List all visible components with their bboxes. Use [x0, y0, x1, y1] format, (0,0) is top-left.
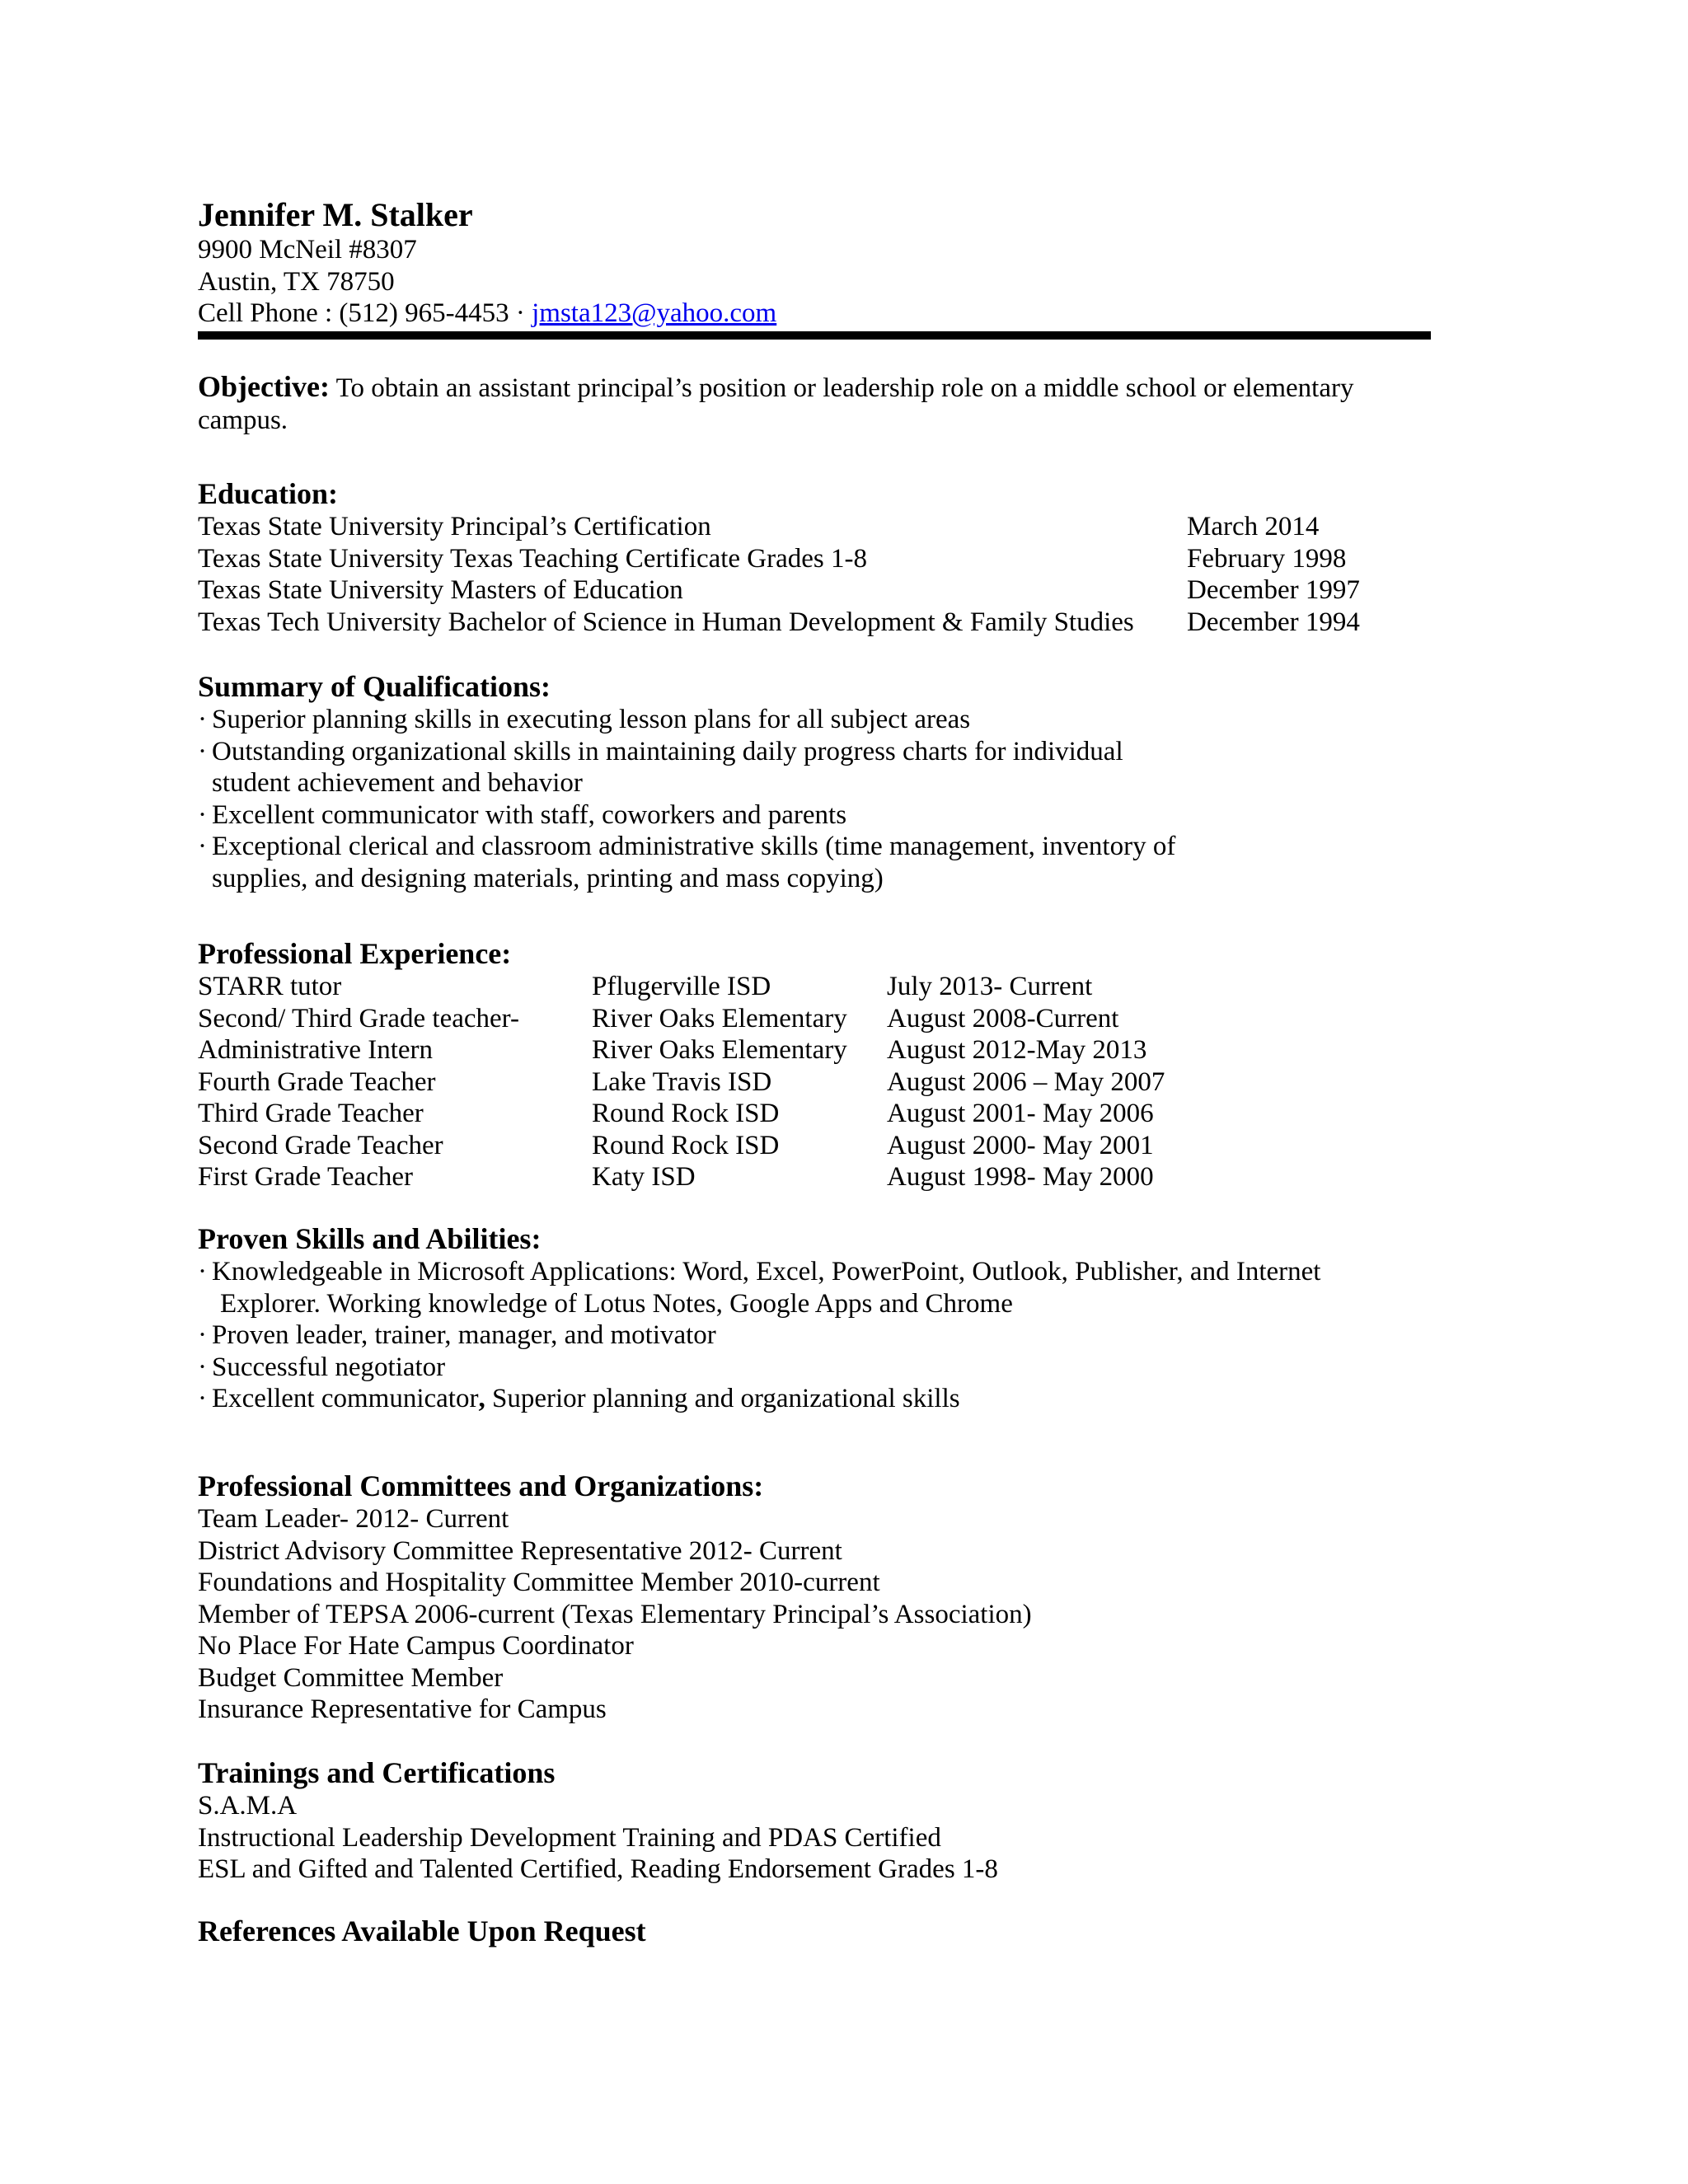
skill-text-comma: ,: [478, 1384, 485, 1413]
experience-role: Administrative Intern: [198, 1035, 434, 1065]
education-row: [198, 574, 1451, 607]
experience-section: [198, 936, 1451, 1193]
experience-role: First Grade Teacher: [198, 1162, 413, 1192]
bullet-dot: ·: [198, 799, 207, 830]
committee-item: Team Leader- 2012- Current: [198, 1504, 509, 1534]
bullet-dot: ·: [198, 705, 207, 734]
training-item: ESL and Gifted and Talented Certified, Reading Endorsement Grades 1-8: [198, 1854, 998, 1884]
address-line-2: Austin, TX 78750: [198, 266, 395, 297]
bullet-dot: ·: [198, 1352, 207, 1382]
qualification-text: Excellent communicator with staff, coworkers and parents: [212, 799, 847, 830]
education-date: March 2014: [1187, 512, 1320, 541]
experience-role: Third Grade Teacher: [198, 1099, 424, 1128]
experience-role: STARR tutor: [198, 972, 342, 1001]
bullet-dot: ·: [198, 1257, 207, 1286]
education-heading: Education:: [198, 477, 339, 510]
skill-text-part1: Excellent communicator: [212, 1384, 479, 1413]
experience-dates: August 1998- May 2000: [887, 1162, 1154, 1192]
education-program: Texas State University Masters of Education: [198, 575, 683, 605]
experience-dates: August 2012-May 2013: [887, 1035, 1147, 1065]
experience-row: [198, 1034, 1451, 1066]
experience-row: [198, 971, 1451, 1003]
contact-header: [198, 196, 1451, 330]
qualification-text: Outstanding organizational skills in maintaining daily progress charts for individual: [212, 736, 1123, 766]
skills-section: [198, 1221, 1451, 1415]
experience-org: Pflugerville ISD: [592, 972, 771, 1001]
training-item: S.A.M.A: [198, 1791, 298, 1821]
experience-row: [198, 1003, 1451, 1035]
references-text: References Available Upon Request: [198, 1915, 646, 1947]
committee-item: Insurance Representative for Campus: [198, 1694, 607, 1724]
committee-item: No Place For Hate Campus Coordinator: [198, 1631, 634, 1661]
skill-item: [198, 1319, 1451, 1352]
experience-row: [198, 1098, 1451, 1130]
qualification-text-continued: student achievement and behavior: [212, 768, 583, 798]
experience-role: Fourth Grade Teacher: [198, 1066, 436, 1097]
objective-text: To obtain an assistant principal’s position or leadership role on a middle school or elementary: [329, 373, 1354, 403]
bullet-dot: ·: [198, 1384, 207, 1413]
references-section: [198, 1914, 1451, 1948]
committee-item: Foundations and Hospitality Committee Member 2010-current: [198, 1568, 880, 1597]
education-date: December 1997: [1187, 575, 1360, 605]
experience-org: Katy ISD: [592, 1162, 696, 1192]
education-section: [198, 476, 1451, 638]
skill-text-continued: Explorer. Working knowledge of Lotus Notes, Google Apps and Chrome: [220, 1288, 1013, 1319]
experience-org: River Oaks Elementary: [592, 1035, 847, 1065]
experience-org: Round Rock ISD: [592, 1099, 780, 1128]
education-row: [198, 543, 1451, 575]
education-date: February 1998: [1187, 543, 1347, 574]
address-line-1: 9900 McNeil #8307: [198, 235, 417, 265]
training-item: Instructional Leadership Development Training and PDAS Certified: [198, 1822, 941, 1853]
email-link[interactable]: jmsta123@yahoo.com: [532, 298, 777, 328]
skill-text: [212, 1383, 1451, 1415]
experience-role: Second Grade Teacher: [198, 1130, 443, 1160]
committee-item: Member of TEPSA 2006-current (Texas Elementary Principal’s Association): [198, 1599, 1032, 1629]
experience-heading: Professional Experience:: [198, 937, 512, 970]
qualification-text: Exceptional clerical and classroom administrative skills (time management, inventory of: [212, 832, 1176, 861]
experience-row: [198, 1130, 1451, 1162]
skill-item: [198, 1256, 1451, 1288]
skill-text: Proven leader, trainer, manager, and motivator: [212, 1320, 716, 1350]
committee-item: Budget Committee Member: [198, 1662, 504, 1693]
bullet-dot: ·: [198, 1320, 207, 1350]
qualification-item: [198, 831, 1451, 863]
objective-label: Objective:: [198, 370, 330, 403]
education-program: Texas State University Principal’s Certification: [198, 512, 711, 541]
experience-row: [198, 1066, 1451, 1099]
experience-org: Round Rock ISD: [592, 1130, 780, 1160]
experience-dates: August 2008-Current: [887, 1003, 1119, 1033]
qualification-item: [198, 736, 1451, 768]
education-date: December 1994: [1187, 607, 1360, 637]
committees-section: [198, 1469, 1451, 1726]
education-program: Texas Tech University Bachelor of Science in Human Development & Family Studies: [198, 607, 1134, 637]
skill-item: [198, 1352, 1451, 1384]
qualifications-heading: Summary of Qualifications:: [198, 670, 551, 703]
bullet-dot: ·: [198, 736, 207, 766]
education-program: Texas State University Texas Teaching Certificate Grades 1-8: [198, 543, 867, 574]
qualifications-section: [198, 669, 1451, 894]
skills-heading: Proven Skills and Abilities:: [198, 1222, 542, 1255]
skill-text: Knowledgeable in Microsoft Applications: Word, Excel, PowerPoint, Outlook, Publisher, and Internet: [212, 1257, 1321, 1286]
committee-item: District Advisory Committee Representative 2012- Current: [198, 1535, 842, 1566]
experience-dates: August 2001- May 2006: [887, 1099, 1154, 1128]
experience-dates: August 2006 – May 2007: [887, 1066, 1165, 1097]
qualification-text-continued: supplies, and designing materials, printing and mass copying): [212, 863, 884, 893]
candidate-name: Jennifer M. Stalker: [198, 196, 473, 233]
experience-org: River Oaks Elementary: [592, 1003, 847, 1033]
qualification-text: Superior planning skills in executing lesson plans for all subject areas: [212, 705, 971, 734]
experience-role: Second/ Third Grade teacher-: [198, 1003, 519, 1033]
objective-section: [198, 371, 1451, 436]
skill-item: [198, 1383, 1451, 1415]
skill-text: Successful negotiator: [212, 1352, 446, 1382]
phone-email-line: [198, 298, 1451, 330]
objective-line-2: campus.: [198, 405, 288, 435]
skill-text-part2: Superior planning and organizational skills: [485, 1384, 960, 1413]
bullet-dot: ·: [198, 832, 207, 861]
education-row: [198, 511, 1451, 543]
experience-dates: August 2000- May 2001: [887, 1130, 1154, 1160]
trainings-section: [198, 1755, 1451, 1886]
committees-heading: Professional Committees and Organizations:: [198, 1469, 764, 1502]
qualification-item: [198, 704, 1451, 736]
phone-label: Cell Phone : (512) 965-4453 ·: [198, 298, 532, 328]
experience-org: Lake Travis ISD: [592, 1066, 772, 1097]
trainings-heading: Trainings and Certifications: [198, 1756, 556, 1789]
experience-row: [198, 1161, 1451, 1193]
objective-line-1: [198, 371, 1451, 405]
qualification-item: [198, 799, 1451, 832]
experience-dates: July 2013- Current: [887, 972, 1093, 1001]
education-row: [198, 607, 1451, 639]
header-divider: [198, 331, 1431, 340]
